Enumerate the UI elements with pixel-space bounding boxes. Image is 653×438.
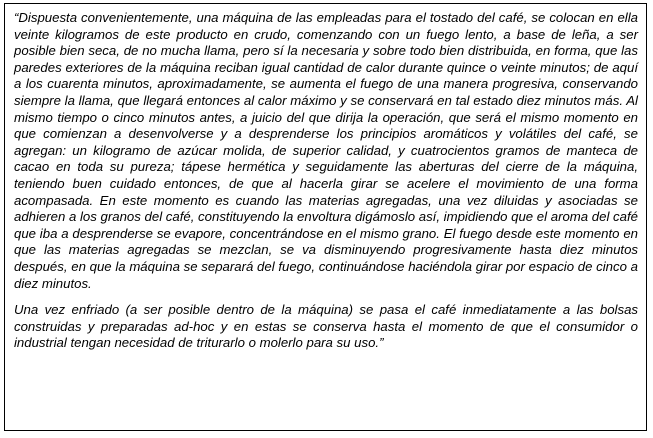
quote-box bbox=[4, 3, 647, 431]
quote-paragraph-1: “Dispuesta convenientemente, una máquina de las empleadas para el tostado del café, se colocan en ella veinte kilogramos de este producto en crudo, comenzando con un fuego lento, a base de leña, a ser posible bien seca, de no mucha llama, pero sí la necesaria y sobre todo bien distribuida, en forma, que las paredes exteriores de la máquina reciban igual cantidad de calor durante quince o veinte minutos; de aquí a los cuarenta minutos, aproximadamente, se aumenta el fuego de una manera progresiva, conservando siempre la llama, que llegará entonces al calor máximo y se conservará en tal estado diez minutos más. Al mismo tiempo o cinco minutos antes, a juicio del que dirija la operación, que será el mismo momento en que comienzan a desenvolverse y a desprenderse los principios aromáticos y volátiles del café, se agregan: un kilogramo de azúcar molida, de superior calidad, y cuatrocientos gramos de manteca de cacao en toda su pureza; tápese hermética y seguidamente las aberturas del cierre de la máquina, teniendo buen cuidado entonces, de que al hacerla girar se acelere el movimiento de una forma acompasada. En este momento es cuando las materias agregadas, una vez diluidas y asociadas se adhieren a los granos del café, constituyendo la envoltura digámoslo así, impidiendo que el aroma del café que iba a desprenderse se evapore, concentrándose en el mismo grano. El fuego desde este momento en que las materias agregadas se mezclan, se va disminuyendo progresivamente hasta diez minutos después, en que la máquina se separará del fuego, continuándose haciéndola girar por espacio de cinco a diez minutos. bbox=[14, 10, 638, 291]
quote-paragraph-2: Una vez enfriado (a ser posible dentro de la máquina) se pasa el café inmediatamente a las bolsas construidas y preparadas ad-hoc y en estas se conserva hasta el momento de que el consumidor o industrial tengan necesidad de triturarlo o molerlo para su uso.” bbox=[14, 302, 638, 351]
